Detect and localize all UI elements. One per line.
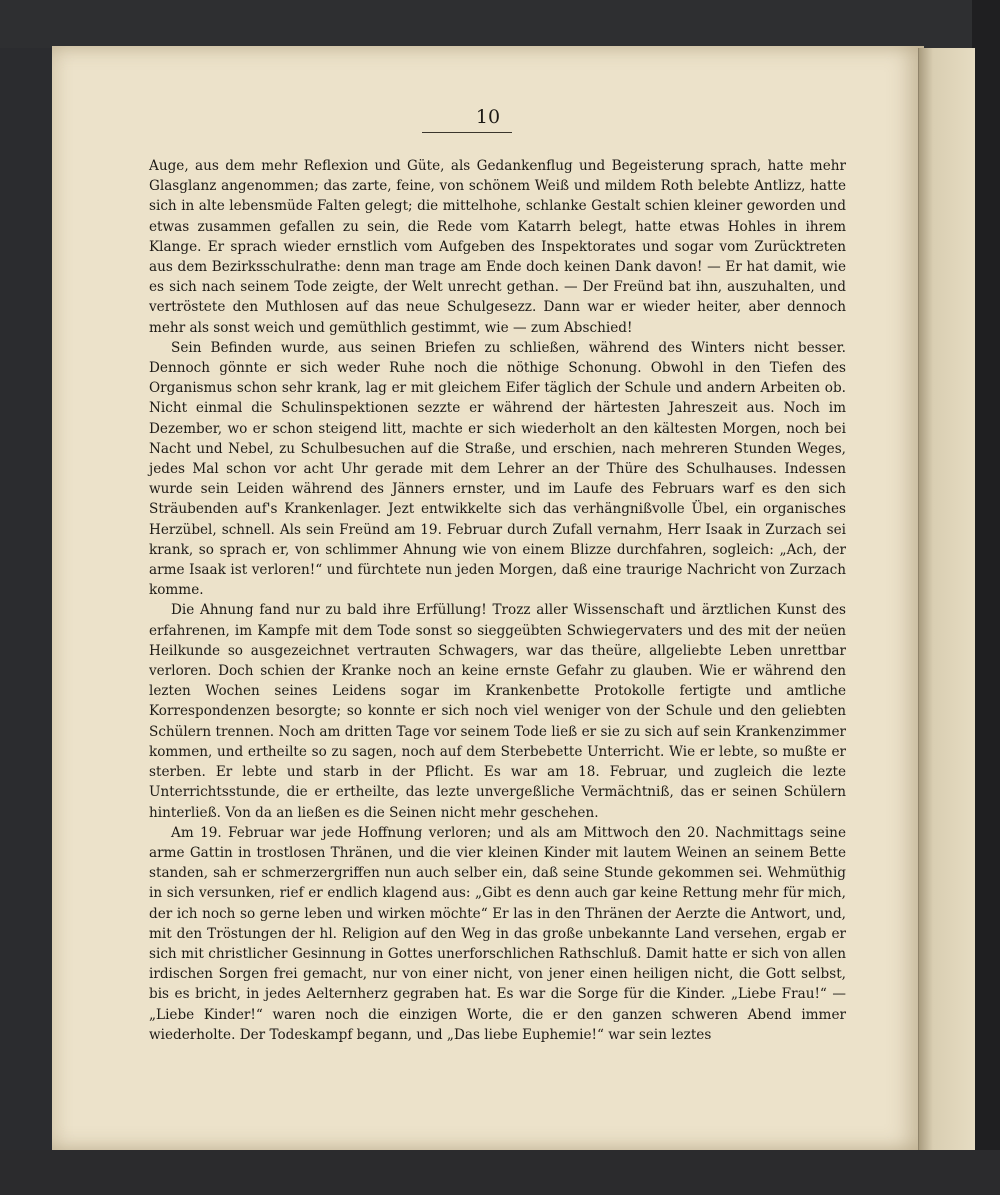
scanner-background-right [972,0,1000,1195]
page-number-rule [422,132,512,133]
paragraph-3: Die Ahnung fand nur zu bald ihre Erfüllung! Trozz aller Wissenschaft und ärztlichen Kunst des erfahrenen, im Kampfe mit dem Tode sonst so sieggeübten Schwiegervaters und des mit der neüen Heilkunde so ausgezeichnet vertrauten Schwagers, war das theüre, allgeliebte Leben unrettbar verloren. Doch schien der Kranke noch an keine ernste Gefahr zu glauben. Wie er während den lezten Wochen seines Leidens sogar im Krankenbette Protokolle fertigte und amtliche Korrespondenzen besorgte; so konnte er sich noch viel weniger von der Schule und den geliebten Schülern trennen. Noch am dritten Tage vor seinem Tode ließ er sie zu sich auf sein Krankenzimmer kommen, und ertheilte so zu sagen, noch auf dem Sterbebette Unterricht. Wie er lebte, so mußte er sterben. Er lebte und starb in der Pflicht. Es war am 18. Februar, und zugleich die lezte Unterrichtsstunde, die er ertheilte, das lezte unvergeßliche Vermächtniß, das er seinen Schülern hinterließ. Von da an ließen es die Seinen nicht mehr geschehen. [149,602,846,821]
scanner-background-bottom [0,1150,1000,1195]
paragraph-4: Am 19. Februar war jede Hoffnung verloren; und als am Mittwoch den 20. Nachmittags seine arme Gattin in trostlosen Thränen, und die vier kleinen Kinder mit lautem Weinen an seinem Bette standen, sah er schmerzergriffen nun auch selber ein, daß seine Stunde gekommen sei. Wehmüthig in sich versunken, rief er endlich klagend aus: „Gibt es denn auch gar keine Rettung mehr für mich, der ich noch so gerne leben und wirken möchte“ Er las in den Thränen der Aerzte die Antwort, und, mit den Tröstungen der hl. Religion auf den Weg in das große unbekannte Land versehen, ergab er sich mit christlicher Gesinnung in Gottes unerforschlichen Rathschluß. Damit hatte er sich von allen irdischen Sorgen frei gemacht, nur von einer nicht, von jener einen heiligen nicht, die Gott selbst, bis es bricht, in jedes Aelternherz gegraben hat. Es war die Sorge für die Kinder. „Liebe Frau!“ — „Liebe Kinder!“ waren noch die einzigen Worte, die er den ganzen schweren Abend immer wiederholte. Der Todeskampf begann, und „Das liebe Euphemie!“ war sein leztes [149,824,846,1043]
book-page [52,46,924,1150]
paragraph-2: Sein Befinden wurde, aus seinen Briefen zu schließen, während des Winters nicht besser. Dennoch gönnte er sich weder Ruhe noch die nöthige Schonung. Obwohl in den Tiefen des Organismus schon sehr krank, lag er mit gleichem Eifer täglich der Schule und andern Arbeiten ob. Nicht einmal die Schulinspektionen sezzte er während der härtesten Jahreszeit aus. Noch im Dezember, wo er schon steigend litt, machte er sich wiederholt an den kältesten Morgen, noch bei Nacht und Nebel, zu Schulbesuchen auf die Straße, und erschien, nach mehreren Stunden Weges, jedes Mal schon vor acht Uhr gerade mit dem Lehrer an der Thüre des Schulhauses. Indessen wurde sein Leiden während des Jänners ernster, und im Laufe des Februars warf es den sich Sträubenden auf's Krankenlager. Jezt entwikkelte sich das verhängnißvolle Übel, ein organisches Herzübel, schnell. Als sein Freünd am 19. Februar durch Zufall vernahm, Herr Isaak in Zurzach sei krank, so sprach er, von schlimmer Ahnung wie von einem Blizze durchfahren, sogleich: „Ach, der arme Isaak ist verloren!“ und fürchtete nun jeden Morgen, daß eine traurige Nachricht von Zurzach komme. [149,339,846,599]
body-text [149,156,846,1045]
paragraph-1: Auge, aus dem mehr Reflexion und Güte, als Gedankenflug und Begeisterung sprach, hatte mehr Glasglanz angenommen; das zarte, feine, von schönem Weiß und mildem Roth belebte Antlizz, hatte sich in alte lebensmüde Falten gelegt; die mittelhohe, schlanke Gestalt schien kleiner geworden und etwas zusammen gefallen zu sein, die Rede vom Katarrh belegt, hatte etwas Hohles in ihrem Klange. Er sprach wieder ernstlich vom Aufgeben des Inspektorates und sogar vom Zurücktreten aus dem Bezirksschulrathe: denn man trage am Ende doch keinen Dank davon! — Er hat damit, wie es sich nach seinem Tode zeigte, der Welt unrecht gethan. — Der Freünd bat ihn, auszuhalten, und vertröstete den Muthlosen auf das neue Schulgesezz. Dann war er wieder heiter, aber dennoch mehr als sonst weich und gemüthlich gestimmt, wie — zum Abschied! [149,158,846,336]
page-number: 10 [475,106,501,128]
scanner-background-top [0,0,1000,48]
next-page-edge [918,48,975,1150]
